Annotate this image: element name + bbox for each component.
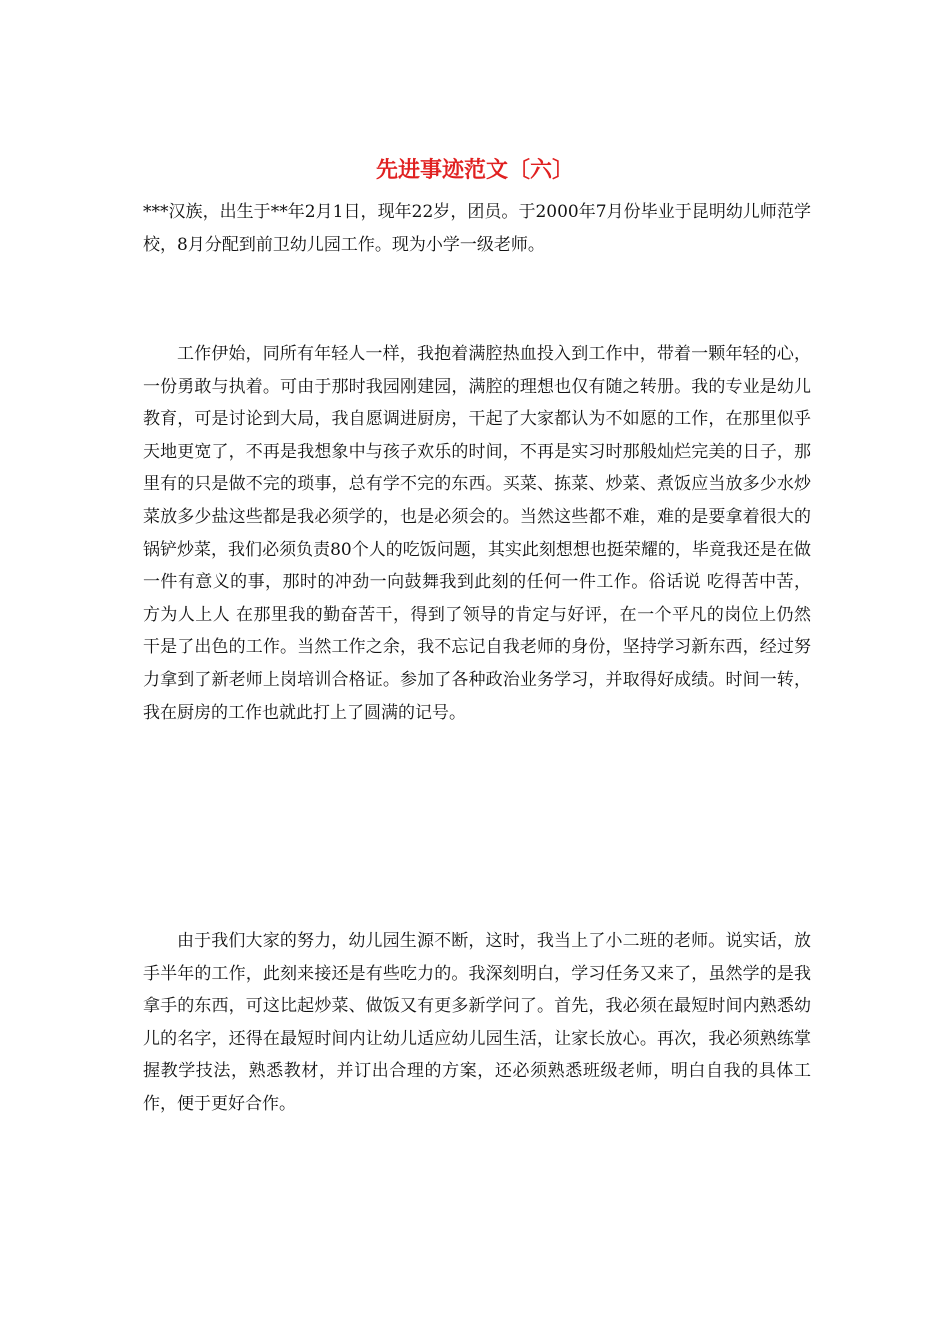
document-title: 先进事迹范文〔六〕 xyxy=(375,157,574,183)
paragraph-intro: ***汉族，出生于**年2月1日，现年22岁，团员。于2000年7月份毕业于昆明幼儿师范学校，8月分配到前卫幼儿园工作。现为小学一级老师。 xyxy=(143,202,811,255)
paragraph-kitchen-work: 工作伊始，同所有年轻人一样，我抱着满腔热血投入到工作中，带着一颗年轻的心，一份勇敢与执着。可由于那时我园刚建园，满腔的理想也仅有随之转册。我的专业是幼儿教育，可是讨论到大局，我自愿调进厨房，干起了大家都认为不如愿的工作，在那里似乎天地更宽了，不再是我想象中与孩子欢乐的时间，不再是实习时那般灿烂完美的日子，那里有的只是做不完的琐事，总有学不完的东西。买菜、拣菜、炒菜、煮饭应当放多少水炒菜放多少盐这些都是我必须学的，也是必须会的。当然这些都不难，难的是要拿着很大的锅铲炒菜，我们必须负责80个人的吃饭问题，其实此刻想想也挺荣耀的，毕竟我还是在做一件有意义的事，那时的冲劲一向鼓舞我到此刻的任何一件工作。俗话说 吃得苦中苦，方为人上人 在那里我的勤奋苦干，得到了领导的肯定与好评，在一个平凡的岗位上仍然干是了出色的工作。当然工作之余，我不忘记自我老师的身份，坚持学习新东西，经过努力拿到了新老师上岗培训合格证。参加了各种政治业务学习，并取得好成绩。时间一转，我在厨房的工作也就此打上了圆满的记号。 xyxy=(143,344,811,723)
paragraph-class-teacher: 由于我们大家的努力，幼儿园生源不断，这时，我当上了小二班的老师。说实话，放手半年的工作，此刻来接还是有些吃力的。我深刻明白，学习任务又来了，虽然学的是我拿手的东西，可这比起炒菜、做饭又有更多新学问了。首先，我必须在最短时间内熟悉幼儿的名字，还得在最短时间内让幼儿适应幼儿园生活，让家长放心。再次，我必须熟练掌握教学技法，熟悉教材，并订出合理的方案，还必须熟悉班级老师，明白自我的具体工作，便于更好合作。 xyxy=(143,931,811,1114)
